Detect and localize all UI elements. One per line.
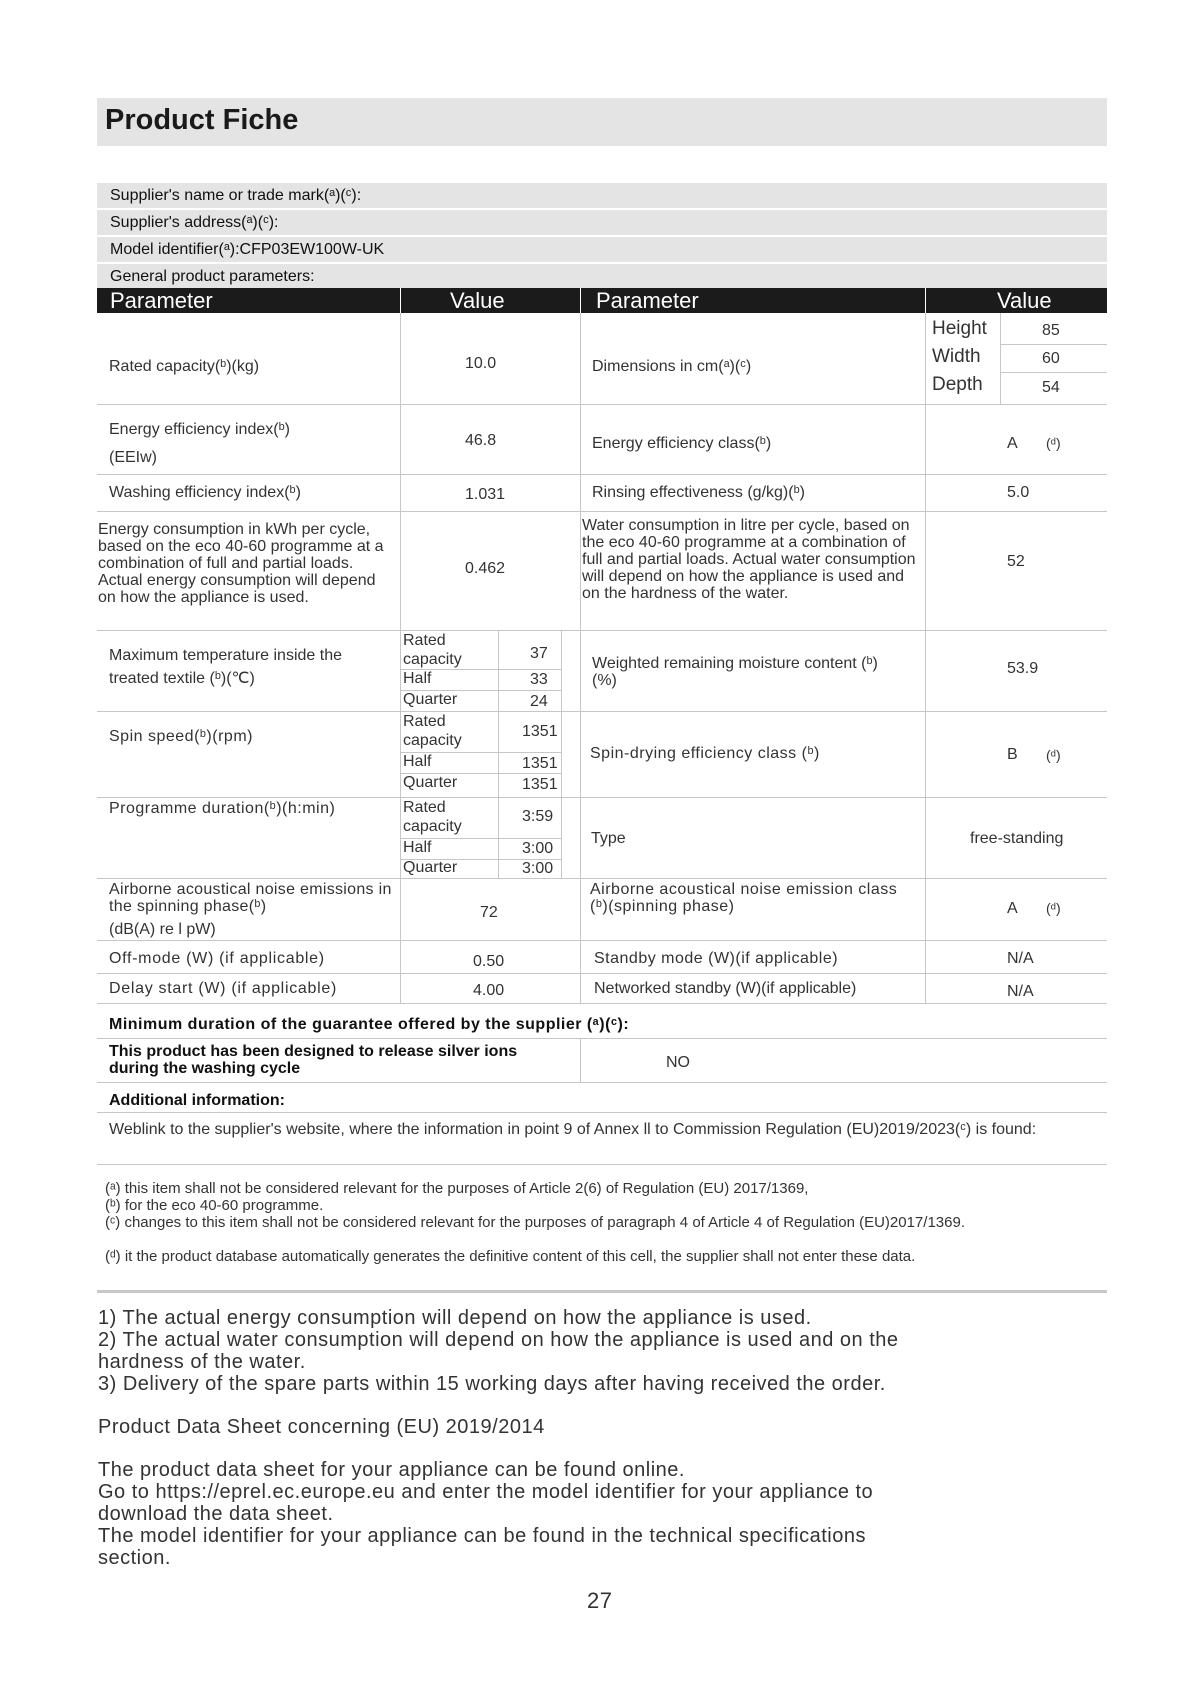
header-value-2: Value [997,288,1052,313]
depth-value: 54 [1042,379,1060,396]
supplier-address-label: Supplier's address(ᵃ)(ᶜ): [110,214,279,231]
type-label: Type [591,830,626,847]
additional-info-label: Additional information: [109,1092,285,1109]
weblink-text: Weblink to the supplier's website, where the information in point 9 of Annex ll to Commission Regulation (EU)2019/2023(ᶜ) is found: [109,1121,1037,1138]
width-value: 60 [1042,350,1060,367]
page-title: Product Fiche [105,104,299,136]
off-mode-value: 0.50 [473,953,505,970]
spin-speed-label: Spin speed(ᵇ)(rpm) [109,728,253,745]
general-parameters-label: General product parameters: [110,268,315,285]
model-identifier-band [97,237,1107,262]
water-consumption-label: Water consumption in litre per cycle, based on the eco 40-60 programme at a combination of full and partial loads. Actual water consumption will depend on how the appliance is used and on the hardness of the water. [582,517,916,602]
eei-label-2: (EEIw) [109,449,157,466]
duration-rated-label: Rated capacity [403,799,462,835]
noise-label: Airborne acoustical noise emissions in the spinning phase(ᵇ) [109,881,392,915]
guarantee-label: Minimum duration of the guarantee offered by the supplier (ᵃ)(ᶜ): [109,1016,630,1033]
standby-label: Standby mode (W)(if applicable) [594,950,839,967]
networked-standby-value: N/A [1007,983,1034,1000]
spin-half-label: Half [403,753,432,770]
header-parameter-1: Parameter [110,288,213,313]
delay-start-value: 4.00 [473,982,505,999]
spin-class-value: B [1007,746,1018,763]
max-temp-label-1: Maximum temperature inside the [109,647,342,664]
spin-class-note: (ᵈ) [1046,747,1061,763]
note-b: (ᵇ) for the eco 40-60 programme. [105,1197,324,1214]
energy-class-label: Energy efficiency class(ᵇ) [592,435,772,452]
water-consumption-value: 52 [1007,553,1025,570]
header-parameter-2: Parameter [596,288,699,313]
energy-consumption-value: 0.462 [465,560,506,577]
washing-index-value: 1.031 [465,486,506,503]
moisture-value: 53.9 [1007,660,1039,677]
height-label: Height [932,318,987,339]
header-value-1: Value [450,288,505,313]
footnote-1: 1) The actual energy consumption will depend on how the appliance is used. [98,1307,812,1329]
spin-rated-label: Rated capacity [403,713,462,749]
standby-value: N/A [1007,950,1034,967]
online-line-2b: download the data sheet. [98,1503,334,1525]
silver-ions-label: This product has been designed to release silver ions during the washing cycle [109,1043,518,1077]
note-c: (ᶜ) changes to this item shall not be considered relevant for the purposes of paragraph 4 of Article 4 of Regulation (EU)2017/1369. [105,1214,965,1231]
dimensions-label: Dimensions in cm(ᵃ)(ᶜ) [592,358,752,375]
silver-ions-value: NO [666,1054,690,1071]
spin-quarter-value: 1351 [522,776,558,793]
supplier-address-band [97,210,1107,235]
model-identifier-label: Model identifier(ᵃ):CFP03EW100W-UK [110,241,385,258]
page-title-bar [97,98,1107,146]
width-label: Width [932,346,981,367]
online-line-2a: Go to https://eprel.ec.europe.eu and enter the model identifier for your appliance to [98,1481,874,1503]
duration-half-value: 3:00 [522,840,554,857]
spin-class-label: Spin-drying efficiency class (ᵇ) [590,745,820,762]
max-temp-rated-label: Rated capacity [403,632,462,668]
footnote-2a: 2) The actual water consumption will depend on how the appliance is used and on the [98,1329,899,1351]
depth-label: Depth [932,374,983,395]
table-header [97,288,1107,313]
max-temp-rated-value: 37 [530,645,548,662]
spin-half-value: 1351 [522,755,558,772]
rated-capacity-value: 10.0 [465,355,497,372]
spin-quarter-label: Quarter [403,774,458,791]
moisture-label: Weighted remaining moisture content (ᵇ)(%) [592,655,878,689]
max-temp-half-value: 33 [530,671,548,688]
duration-rated-value: 3:59 [522,808,554,825]
max-temp-quarter-value: 24 [530,693,548,710]
noise-value: 72 [480,904,498,921]
networked-standby-label: Networked standby (W)(if applicable) [594,980,857,997]
supplier-name-band [97,183,1107,208]
rated-capacity-label: Rated capacity(ᵇ)(kg) [109,358,260,375]
delay-start-label: Delay start (W) (if applicable) [109,980,337,997]
online-line-1: The product data sheet for your appliance can be found online. [98,1459,685,1481]
energy-class-value: A [1007,435,1018,452]
max-temp-quarter-label: Quarter [403,691,458,708]
rinsing-value: 5.0 [1007,484,1030,501]
duration-quarter-value: 3:00 [522,860,554,877]
max-temp-half-label: Half [403,670,432,687]
online-line-3a: The model identifier for your appliance can be found in the technical specifications [98,1525,866,1547]
washing-index-label: Washing efficiency index(ᵇ) [109,484,301,501]
energy-class-note: (ᵈ) [1046,435,1061,451]
data-sheet-title: Product Data Sheet concerning (EU) 2019/2014 [98,1416,545,1438]
off-mode-label: Off-mode (W) (if applicable) [109,950,325,967]
duration-half-label: Half [403,839,432,856]
max-temp-label-2: treated textile (ᵇ)(℃) [109,670,255,687]
spin-rated-value: 1351 [522,723,558,740]
page-number: 27 [587,1588,613,1613]
note-a: (ᵃ) this item shall not be considered relevant for the purposes of Article 2(6) of Regulation (EU) 2017/1369, [105,1180,809,1197]
duration-quarter-label: Quarter [403,859,458,876]
general-parameters-band [97,264,1107,289]
eei-label-1: Energy efficiency index(ᵇ) [109,421,290,438]
duration-label: Programme duration(ᵇ)(h:min) [109,800,336,817]
noise-class-value: A [1007,900,1018,917]
noise-class-note: (ᵈ) [1046,900,1061,916]
supplier-name-label: Supplier's name or trade mark(ᵃ)(ᶜ): [110,187,362,204]
type-value: free-standing [970,830,1064,847]
noise-label-2: (dB(A) re l pW) [109,921,216,938]
height-value: 85 [1042,322,1060,339]
online-line-3b: section. [98,1547,171,1569]
energy-consumption-label: Energy consumption in kWh per cycle, based on the eco 40-60 programme at a combination of full and partial loads. Actual energy consumption will depend on how the appliance is used. [98,521,384,606]
note-d: (ᵈ) it the product database automatically generates the definitive content of this cell, the supplier shall not enter these data. [105,1248,916,1265]
noise-class-label: Airborne acoustical noise emission class (ᵇ)(spinning phase) [590,881,898,915]
rinsing-label: Rinsing effectiveness (g/kg)(ᵇ) [592,484,805,501]
footnote-2b: hardness of the water. [98,1351,306,1373]
eei-value: 46.8 [465,432,497,449]
footnote-3: 3) Delivery of the spare parts within 15 working days after having received the order. [98,1373,886,1395]
